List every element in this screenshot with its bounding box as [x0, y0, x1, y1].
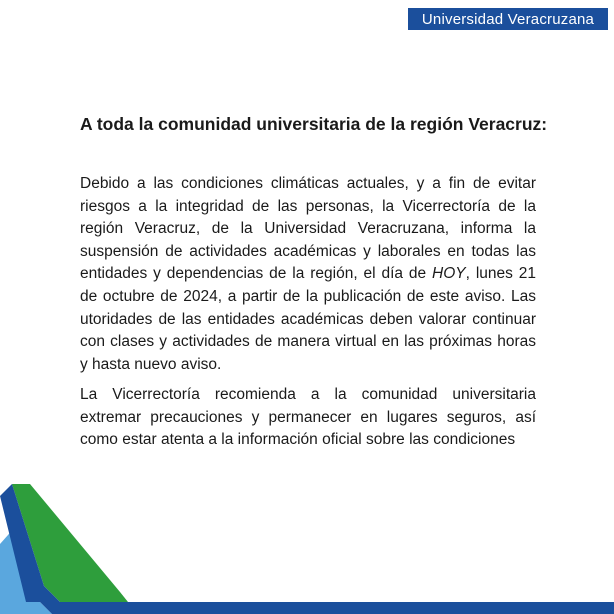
notice-paragraph-2: La Vicerrectoría recomienda a la comunidad universitaria extremar precauciones y permanecer en lugares seguros, así como estar atenta a la información oficial sobre las condiciones — [80, 386, 536, 449]
brand-bar — [408, 8, 608, 30]
notice-paragraph-1 — [80, 173, 536, 376]
paragraph-1-before: Debido a las condiciones climáticas actuales, y a fin de evitar riesgos a la integridad de las personas, la Vicerrectoría de la región Veracruz, de la Universidad Veracruzana, informa la suspensión de actividades académicas y laborales en todas las entidades y dependencias de la región, el día de — [80, 175, 536, 283]
corner-swoosh-graphic — [0, 484, 614, 614]
paragraph-1-emphasis: HOY — [432, 265, 466, 283]
brand-name: Universidad Veracruzana — [421, 10, 595, 28]
paragraph-1-after: , lunes 21 de octubre de 2024, a partir de la publicación de este aviso. Las utoridades de las entidades académicas deben valorar continuar con clases y actividades de manera virtual en las próximas horas y hasta nuevo aviso. — [80, 265, 536, 373]
notice-title: A toda la comunidad universitaria de la región Veracruz: — [80, 114, 548, 134]
swoosh-base-band — [40, 602, 614, 614]
